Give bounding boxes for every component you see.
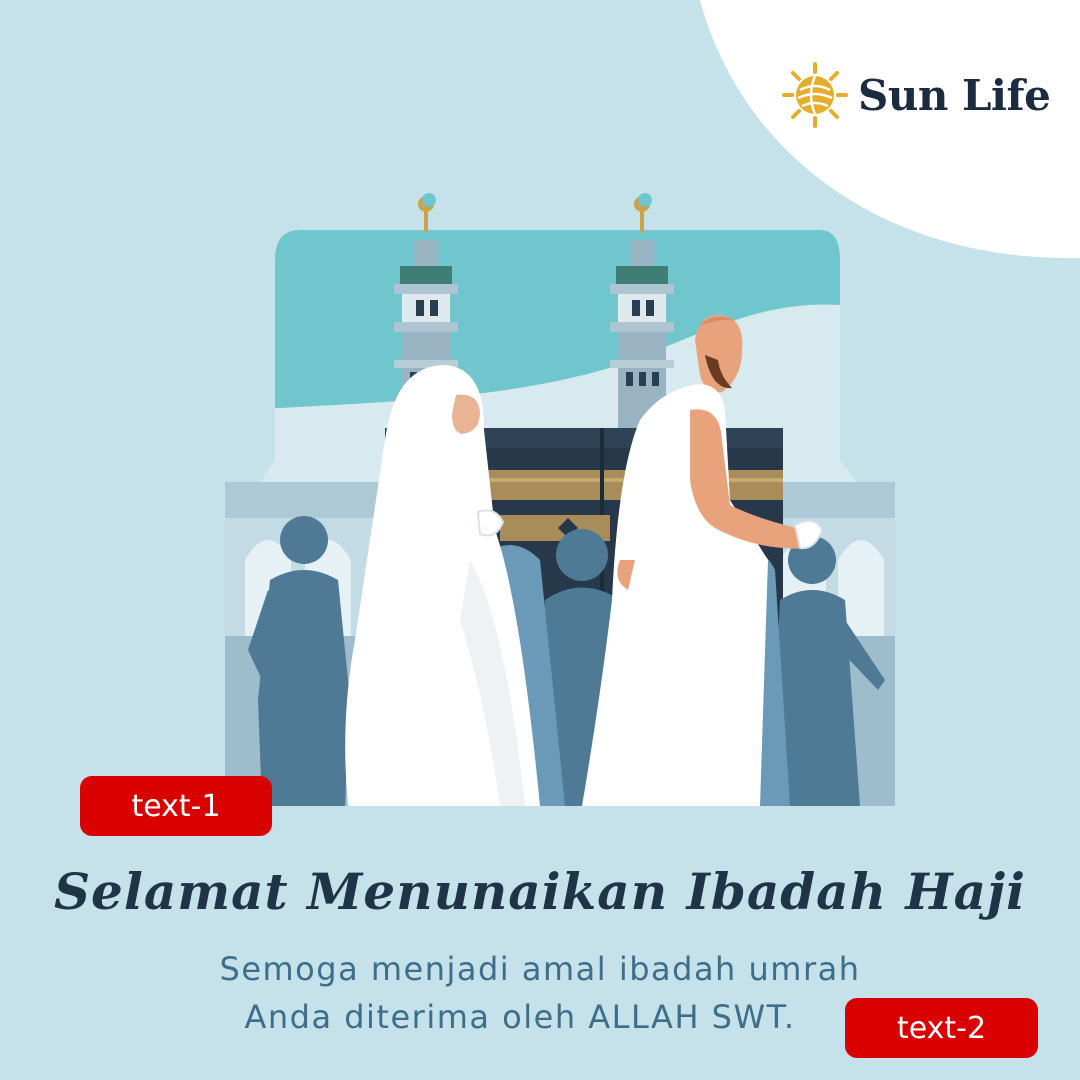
text-tag-2: text-2 (845, 998, 1038, 1058)
subtext-line-1: Semoga menjadi amal ibadah umrah (219, 950, 861, 988)
text-tag-1: text-1 (80, 776, 272, 836)
headline: Selamat Menunaikan Ibadah Haji (53, 862, 1027, 921)
sun-globe-icon (780, 60, 850, 130)
illustration (225, 193, 895, 806)
sun-life-logo[interactable] (780, 55, 1070, 135)
crescent-icon (634, 193, 652, 232)
crescent-icon (418, 193, 436, 232)
brand-name: Sun Life (858, 70, 1051, 120)
subtext-line-2: Anda diterima oleh ALLAH SWT. (244, 998, 796, 1036)
